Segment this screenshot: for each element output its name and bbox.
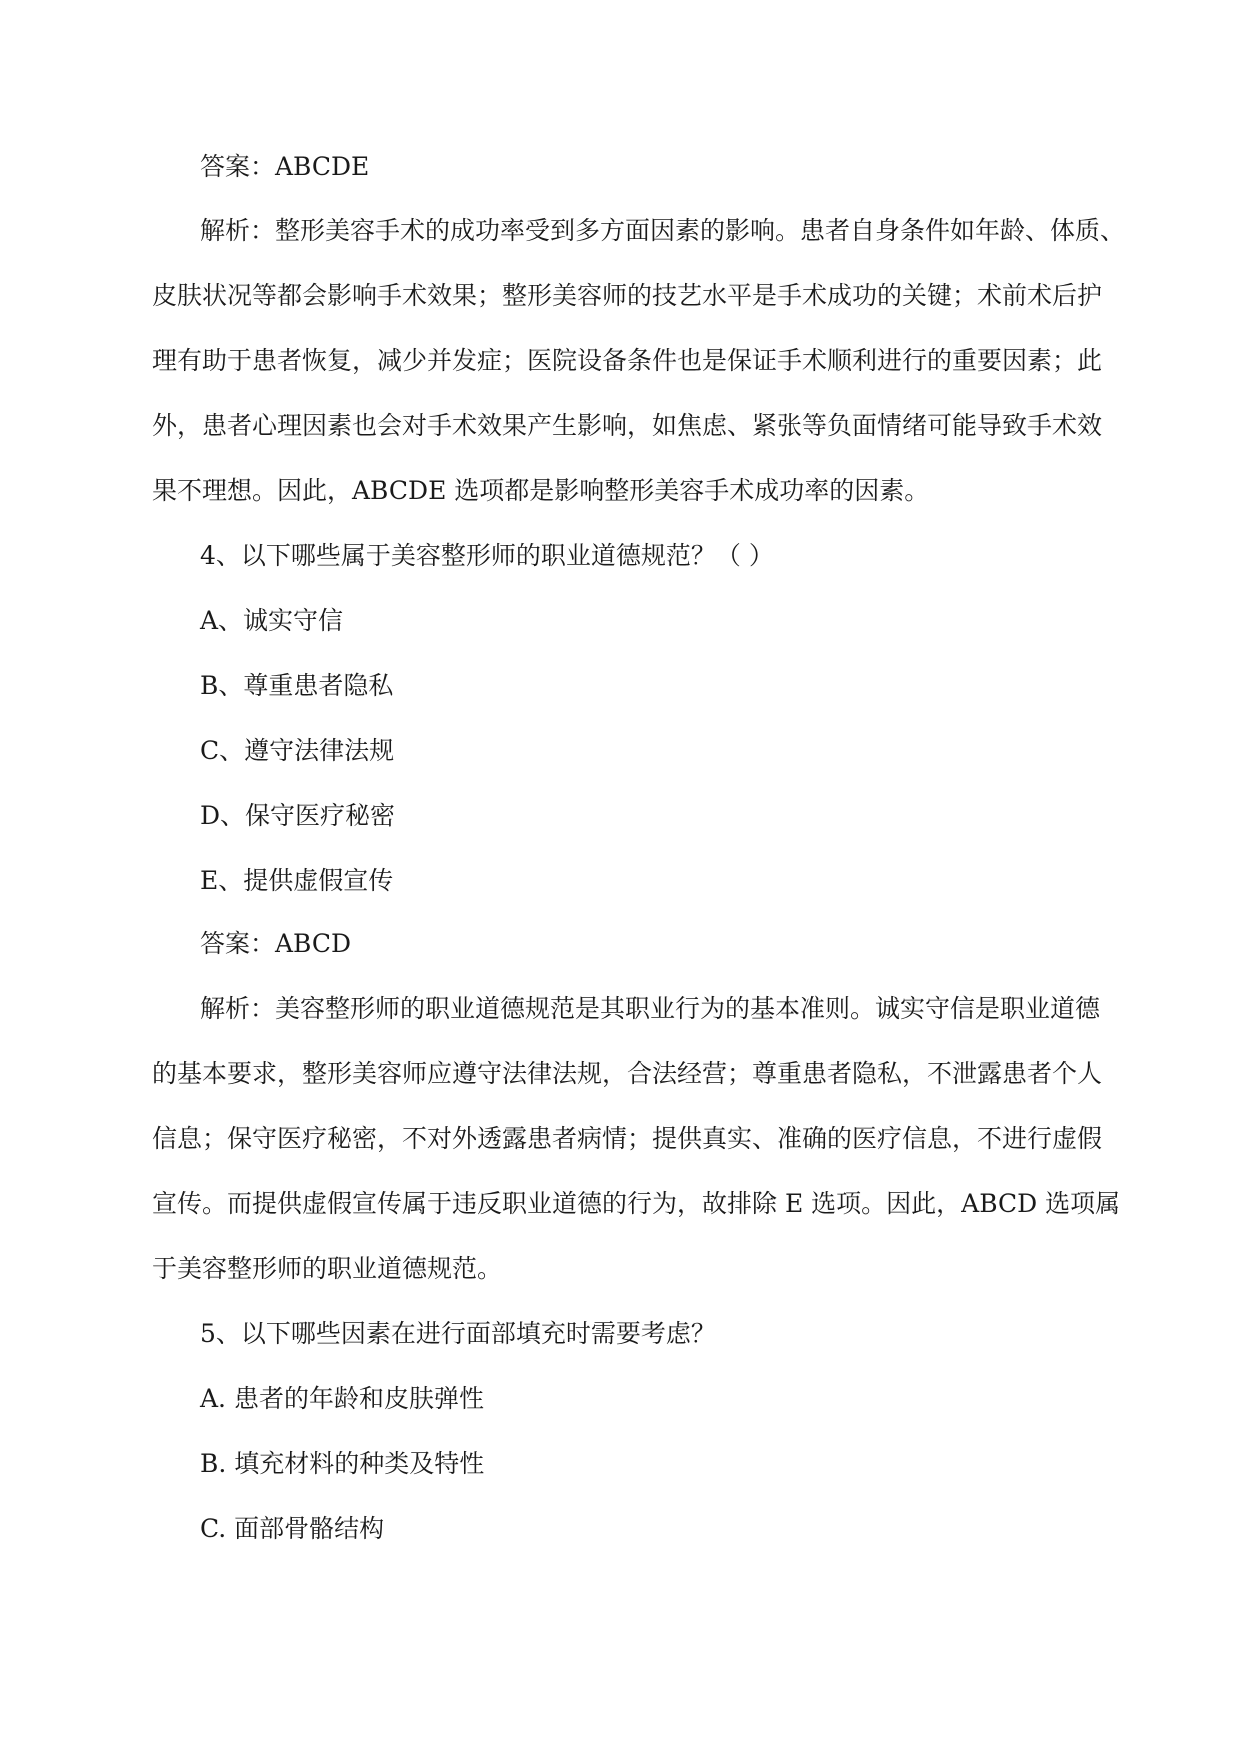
q4-option-d: D、保守医疗秘密: [200, 801, 396, 830]
q5-question: 5、以下哪些因素在进行面部填充时需要考虑？: [200, 1319, 716, 1348]
q3-analysis-line-3: 理有助于患者恢复，减少并发症；医院设备条件也是保证手术顺利进行的重要因素；此: [152, 346, 1103, 375]
q5-option-c: C. 面部骨骼结构: [200, 1514, 385, 1543]
q4-analysis-line-3: 信息；保守医疗秘密，不对外透露患者病情；提供真实、准确的医疗信息，不进行虚假: [152, 1124, 1103, 1153]
q4-option-e: E、提供虚假宣传: [200, 866, 394, 895]
q4-option-b: B、尊重患者隐私: [200, 671, 394, 700]
q4-analysis-line-5: 于美容整形师的职业道德规范。: [152, 1254, 503, 1283]
q3-answer: 答案：ABCDE: [200, 152, 370, 181]
q4-question: 4、以下哪些属于美容整形师的职业道德规范？（ ）: [200, 541, 774, 570]
q3-analysis-line-2: 皮肤状况等都会影响手术效果；整形美容师的技艺水平是手术成功的关键；术前术后护: [152, 281, 1103, 310]
q4-option-c: C、遵守法律法规: [200, 736, 395, 765]
q5-option-a: A. 患者的年龄和皮肤弹性: [200, 1384, 484, 1413]
q4-analysis-line-4: 宣传。而提供虚假宣传属于违反职业道德的行为，故排除 E 选项。因此，ABCD 选项属: [152, 1189, 1121, 1218]
q4-answer: 答案：ABCD: [200, 929, 352, 958]
q5-option-b: B. 填充材料的种类及特性: [200, 1449, 485, 1478]
q4-option-a: A、诚实守信: [200, 606, 344, 635]
q3-analysis-line-5: 果不理想。因此，ABCDE 选项都是影响整形美容手术成功率的因素。: [152, 476, 930, 505]
q3-analysis-line-4: 外，患者心理因素也会对手术效果产生影响，如焦虑、紧张等负面情绪可能导致手术效: [152, 411, 1103, 440]
q4-analysis-line-2: 的基本要求，整形美容师应遵守法律法规，合法经营；尊重患者隐私，不泄露患者个人: [152, 1059, 1103, 1088]
q4-analysis-line-1: 解析：美容整形师的职业道德规范是其职业行为的基本准则。诚实守信是职业道德: [200, 994, 1101, 1023]
q3-analysis-line-1: 解析：整形美容手术的成功率受到多方面因素的影响。患者自身条件如年龄、体质、: [200, 216, 1126, 245]
